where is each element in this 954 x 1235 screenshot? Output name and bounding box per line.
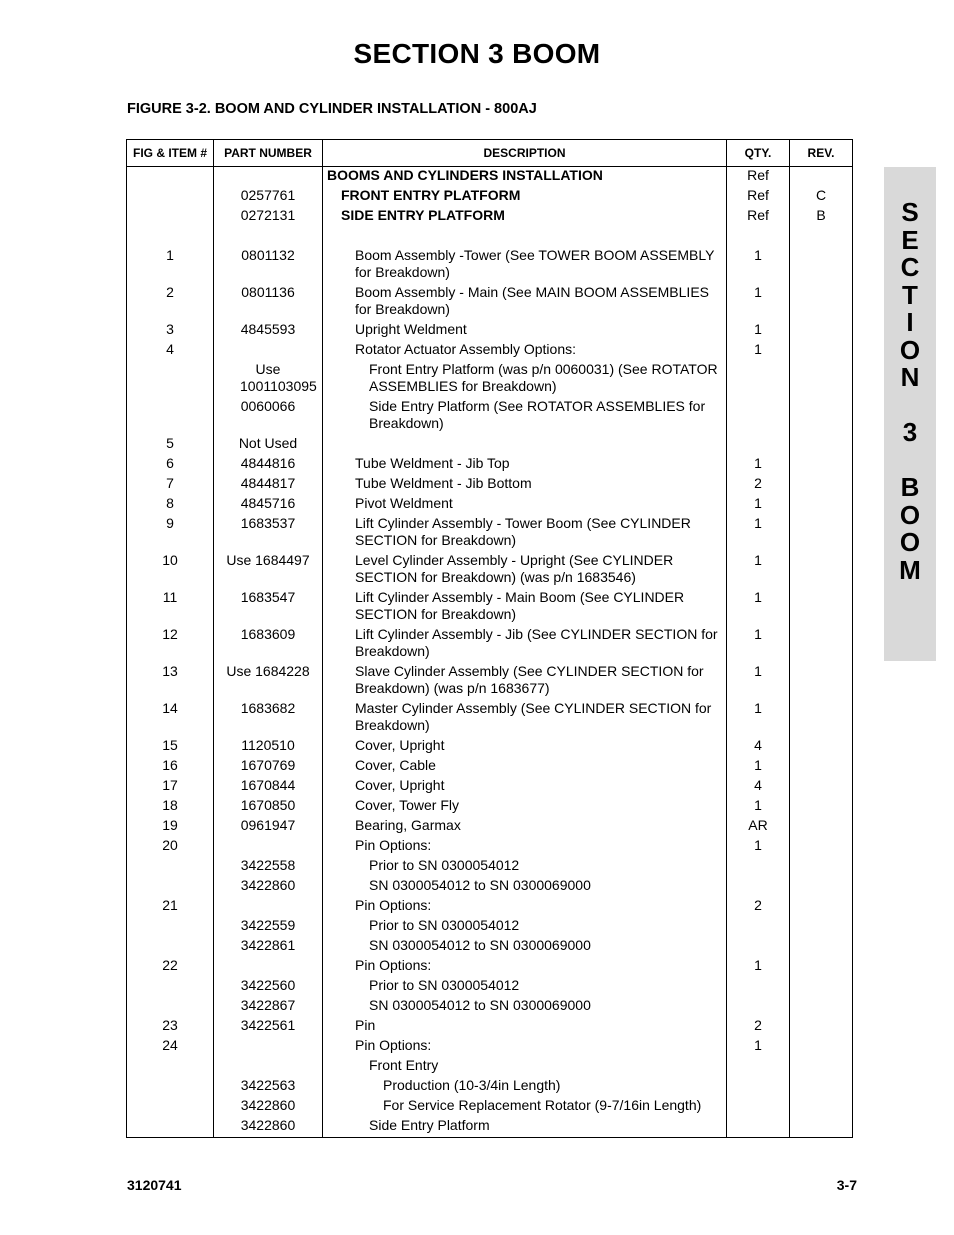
table-row [127,914,853,934]
header-fig-item: FIG & ITEM # [127,140,214,167]
qty-cell: 4 [727,774,790,794]
rev-cell [790,794,853,814]
fig-item-cell: 22 [127,954,214,974]
rev-cell [790,432,853,452]
rev-cell [790,1074,853,1094]
description-cell [323,697,727,734]
description-cell [323,1034,727,1054]
table-row [127,774,853,794]
description-text: Cover, Cable [355,757,436,773]
description-text: Boom Assembly -Tower (See TOWER BOOM ASSEMBLY for Breakdown) [355,247,715,280]
section-title: SECTION 3 BOOM [353,38,601,69]
fig-item-cell [127,854,214,874]
side-tab-letter: S [901,197,919,227]
qty-cell [727,854,790,874]
table-row [127,854,853,874]
description-text: For Service Replacement Rotator (9-7/16in Length) [383,1097,702,1113]
description-cell [323,954,727,974]
part-number-cell [214,1054,323,1074]
rev-cell [790,623,853,660]
qty-cell: 1 [727,954,790,974]
table-row [127,432,853,452]
description-cell [323,974,727,994]
fig-item-cell: 17 [127,774,214,794]
description-cell [323,358,727,395]
description-text: Pin Options: [355,837,432,853]
qty-cell: 1 [727,224,790,281]
description-text: Side Entry Platform [369,1117,490,1133]
description-cell [323,281,727,318]
description-text: Bearing, Garmax [355,817,461,833]
part-number-cell: 4845593 [214,318,323,338]
description-text: Master Cylinder Assembly (See CYLINDER SECTION for Breakdown) [355,700,712,733]
description-cell [323,914,727,934]
fig-item-cell: 2 [127,281,214,318]
part-number-cell: 1683609 [214,623,323,660]
part-number-cell: 3422860 [214,874,323,894]
description-text: FRONT ENTRY PLATFORM [341,187,521,203]
description-cell [323,512,727,549]
fig-item-cell [127,874,214,894]
table-row [127,224,853,281]
fig-item-cell: 12 [127,623,214,660]
rev-cell [790,1054,853,1074]
rev-cell [790,452,853,472]
fig-item-cell: 1 [127,224,214,281]
rev-cell [790,472,853,492]
qty-cell [727,1114,790,1138]
rev-cell [790,974,853,994]
rev-cell [790,1034,853,1054]
description-text: Lift Cylinder Assembly - Tower Boom (See CYLINDER SECTION for Breakdown) [355,515,691,548]
part-number-cell: 1670769 [214,754,323,774]
description-cell [323,1054,727,1074]
table-row [127,1074,853,1094]
table-row [127,1014,853,1034]
description-cell [323,184,727,204]
fig-item-cell: 23 [127,1014,214,1034]
rev-cell: B [790,204,853,224]
description-cell [323,549,727,586]
table-row [127,1034,853,1054]
description-cell [323,395,727,432]
description-text: Slave Cylinder Assembly (See CYLINDER SECTION for Breakdown) (was p/n 1683677) [355,663,704,696]
table-row [127,204,853,224]
description-text: Lift Cylinder Assembly - Jib (See CYLINDER SECTION for Breakdown) [355,626,718,659]
fig-item-cell [127,184,214,204]
rev-cell [790,358,853,395]
qty-cell: 1 [727,586,790,623]
table-row [127,934,853,954]
fig-item-cell: 18 [127,794,214,814]
rev-cell [790,1114,853,1138]
rev-cell [790,395,853,432]
part-number-cell [214,1034,323,1054]
description-cell [323,1094,727,1114]
description-cell [323,894,727,914]
qty-cell [727,1094,790,1114]
description-cell [323,224,727,281]
description-cell [323,874,727,894]
part-number-cell [214,167,323,185]
part-number-cell: 1670844 [214,774,323,794]
description-cell [323,934,727,954]
fig-item-cell [127,1114,214,1138]
table-row [127,697,853,734]
rev-cell [790,874,853,894]
rev-cell [790,318,853,338]
description-text: Front Entry Platform (was p/n 0060031) (See ROTATOR ASSEMBLIES for Breakdown) [369,361,718,394]
part-number-cell: Use 1001103095 [214,358,323,395]
part-number-cell: 3422860 [214,1114,323,1138]
part-number-cell: 3422558 [214,854,323,874]
fig-item-cell: 9 [127,512,214,549]
rev-cell [790,586,853,623]
qty-cell: 1 [727,834,790,854]
description-text: SN 0300054012 to SN 0300069000 [369,937,591,953]
fig-item-cell [127,167,214,185]
part-number-cell: 4844816 [214,452,323,472]
description-text: SN 0300054012 to SN 0300069000 [369,877,591,893]
fig-item-cell [127,204,214,224]
description-text: Pin Options: [355,897,432,913]
rev-cell [790,914,853,934]
description-text: Tube Weldment - Jib Top [355,455,510,471]
fig-item-cell [127,974,214,994]
qty-cell: 1 [727,281,790,318]
description-text: Production (10-3/4in Length) [383,1077,561,1093]
rev-cell [790,954,853,974]
fig-item-cell [127,934,214,954]
fig-item-cell [127,914,214,934]
description-cell [323,167,727,185]
qty-cell [727,358,790,395]
side-tab-letter: C [900,252,920,282]
table-row [127,1094,853,1114]
fig-item-cell [127,994,214,1014]
rev-cell [790,814,853,834]
description-cell [323,994,727,1014]
qty-cell [727,1074,790,1094]
fig-item-cell: 7 [127,472,214,492]
part-number-cell: 3422559 [214,914,323,934]
fig-item-cell: 3 [127,318,214,338]
rev-cell [790,224,853,281]
qty-cell: 1 [727,318,790,338]
qty-cell: Ref [727,184,790,204]
rev-cell [790,549,853,586]
table-row [127,472,853,492]
section-side-tab [884,167,936,661]
side-tab-letter: O [899,499,921,530]
table-row [127,754,853,774]
description-cell [323,814,727,834]
part-number-cell: 0272131 [214,204,323,224]
table-row [127,894,853,914]
side-tab-letter: B [900,472,920,502]
rev-cell [790,1014,853,1034]
side-tab-letter: I [906,307,914,337]
fig-item-cell [127,1094,214,1114]
fig-item-cell: 20 [127,834,214,854]
part-number-cell: 0801132 [214,224,323,281]
part-number-cell: 3422563 [214,1074,323,1094]
part-number-cell: 3422560 [214,974,323,994]
part-number-cell: Use 1684228 [214,660,323,697]
description-text: Tube Weldment - Jib Bottom [355,475,532,491]
part-number-cell: 4845716 [214,492,323,512]
description-text: Upright Weldment [355,321,467,337]
qty-cell [727,874,790,894]
description-text: Prior to SN 0300054012 [369,917,520,933]
description-text: Pin Options: [355,957,432,973]
qty-cell [727,1054,790,1074]
document-number: 3120741 [127,1177,182,1193]
qty-cell: 1 [727,512,790,549]
description-cell [323,734,727,754]
fig-item-cell: 13 [127,660,214,697]
fig-item-cell: 16 [127,754,214,774]
description-text: SIDE ENTRY PLATFORM [341,207,505,223]
qty-cell [727,914,790,934]
description-cell [323,1114,727,1138]
table-row [127,512,853,549]
description-text: Prior to SN 0300054012 [369,857,520,873]
description-text: Pin [355,1017,376,1033]
fig-item-cell [127,1074,214,1094]
part-number-cell: Not Used [214,432,323,452]
part-number-cell: 1683547 [214,586,323,623]
qty-cell: 1 [727,338,790,358]
rev-cell [790,994,853,1014]
qty-cell: 1 [727,452,790,472]
rev-cell: C [790,184,853,204]
side-tab-letter: E [901,224,919,255]
part-number-cell: 3422860 [214,1094,323,1114]
description-text: Level Cylinder Assembly - Upright (See CYLINDER SECTION for Breakdown) (was p/n 1683546) [355,552,674,585]
part-number-cell: Use 1684497 [214,549,323,586]
description-cell [323,472,727,492]
table-row [127,184,853,204]
rev-cell [790,754,853,774]
part-number-cell [214,894,323,914]
table-row [127,452,853,472]
side-tab-letter: 3 [902,417,918,447]
rev-cell [790,281,853,318]
qty-cell: 4 [727,734,790,754]
part-number-cell: 0801136 [214,281,323,318]
fig-item-cell [127,1054,214,1074]
part-number-cell: 0060066 [214,395,323,432]
page-number: 3-7 [836,1177,857,1193]
description-cell [323,1014,727,1034]
description-text: Pin Options: [355,1037,432,1053]
side-tab-letter: M [899,554,921,585]
description-cell [323,834,727,854]
table-row [127,623,853,660]
description-cell [323,338,727,358]
qty-cell: 1 [727,754,790,774]
qty-cell: 1 [727,1034,790,1054]
fig-item-cell: 21 [127,894,214,914]
header-rev: REV. [790,140,853,167]
table-row [127,338,853,358]
qty-cell [727,395,790,432]
description-cell [323,774,727,794]
description-cell [323,586,727,623]
description-cell [323,204,727,224]
table-row [127,395,853,432]
table-row [127,281,853,318]
qty-cell [727,994,790,1014]
qty-cell: 1 [727,623,790,660]
description-text: Pivot Weldment [355,495,453,511]
table-row [127,994,853,1014]
fig-item-cell: 11 [127,586,214,623]
table-row [127,660,853,697]
qty-cell: 1 [727,492,790,512]
figure-title: FIGURE 3-2. BOOM AND CYLINDER INSTALLATION - 800AJ [127,101,537,117]
table-row [127,734,853,754]
description-cell [323,432,727,452]
rev-cell [790,894,853,914]
qty-cell: 2 [727,472,790,492]
part-number-cell [214,834,323,854]
fig-item-cell: 4 [127,338,214,358]
fig-item-cell: 8 [127,492,214,512]
table-header-row [127,140,853,167]
table-row [127,358,853,395]
part-number-cell: 3422867 [214,994,323,1014]
description-text: SN 0300054012 to SN 0300069000 [369,997,591,1013]
rev-cell [790,492,853,512]
part-number-cell: 1120510 [214,734,323,754]
rev-cell [790,934,853,954]
rev-cell [790,660,853,697]
rev-cell [790,774,853,794]
description-cell [323,623,727,660]
part-number-cell: 0257761 [214,184,323,204]
qty-cell: 1 [727,794,790,814]
description-cell [323,854,727,874]
fig-item-cell [127,358,214,395]
description-text: Front Entry [369,1057,439,1073]
description-text: Cover, Upright [355,737,445,753]
table-row [127,549,853,586]
table-row [127,794,853,814]
qty-cell: 1 [727,660,790,697]
qty-cell: 1 [727,697,790,734]
header-description: DESCRIPTION [323,140,727,167]
qty-cell: Ref [727,167,790,185]
side-tab-letter: T [902,279,918,310]
description-text: Rotator Actuator Assembly Options: [355,341,576,357]
part-number-cell: 1683682 [214,697,323,734]
rev-cell [790,834,853,854]
table-row [127,1054,853,1074]
description-text: Lift Cylinder Assembly - Main Boom (See CYLINDER SECTION for Breakdown) [355,589,685,622]
description-text: Cover, Upright [355,777,445,793]
table-row [127,492,853,512]
qty-cell [727,974,790,994]
part-number-cell [214,338,323,358]
description-text: Cover, Tower Fly [355,797,459,813]
part-number-cell: 3422861 [214,934,323,954]
description-text: BOOMS AND CYLINDERS INSTALLATION [327,167,603,183]
description-cell [323,492,727,512]
side-tab-letter: N [900,362,920,392]
rev-cell [790,1094,853,1114]
rev-cell [790,734,853,754]
description-cell [323,794,727,814]
table-row [127,954,853,974]
part-number-cell: 3422561 [214,1014,323,1034]
rev-cell [790,338,853,358]
description-cell [323,660,727,697]
part-number-cell [214,954,323,974]
table-row [127,1114,853,1138]
table-row [127,318,853,338]
rev-cell [790,854,853,874]
part-number-cell: 1670850 [214,794,323,814]
description-text: Boom Assembly - Main (See MAIN BOOM ASSEMBLIES for Breakdown) [355,284,709,317]
table-row [127,974,853,994]
fig-item-cell: 6 [127,452,214,472]
fig-item-cell: 5 [127,432,214,452]
description-cell [323,318,727,338]
qty-cell [727,432,790,452]
header-qty: QTY. [727,140,790,167]
table-row [127,874,853,894]
header-part-number: PART NUMBER [214,140,323,167]
side-tab-letter: O [899,527,921,557]
rev-cell [790,167,853,185]
qty-cell: 2 [727,1014,790,1034]
part-number-cell: 0961947 [214,814,323,834]
rev-cell [790,512,853,549]
table-row [127,834,853,854]
part-number-cell: 1683537 [214,512,323,549]
fig-item-cell: 24 [127,1034,214,1054]
fig-item-cell [127,395,214,432]
table-row [127,586,853,623]
part-number-cell: 4844817 [214,472,323,492]
description-cell [323,754,727,774]
parts-table [126,139,853,1138]
qty-cell [727,934,790,954]
fig-item-cell: 15 [127,734,214,754]
fig-item-cell: 19 [127,814,214,834]
qty-cell: Ref [727,204,790,224]
table-row [127,167,853,185]
qty-cell: AR [727,814,790,834]
fig-item-cell: 14 [127,697,214,734]
qty-cell: 1 [727,549,790,586]
fig-item-cell: 10 [127,549,214,586]
rev-cell [790,697,853,734]
side-tab-letter: O [899,334,921,365]
description-text: Side Entry Platform (See ROTATOR ASSEMBLIES for Breakdown) [369,398,706,431]
qty-cell: 2 [727,894,790,914]
description-cell [323,452,727,472]
description-cell [323,1074,727,1094]
table-row [127,814,853,834]
description-text: Prior to SN 0300054012 [369,977,520,993]
